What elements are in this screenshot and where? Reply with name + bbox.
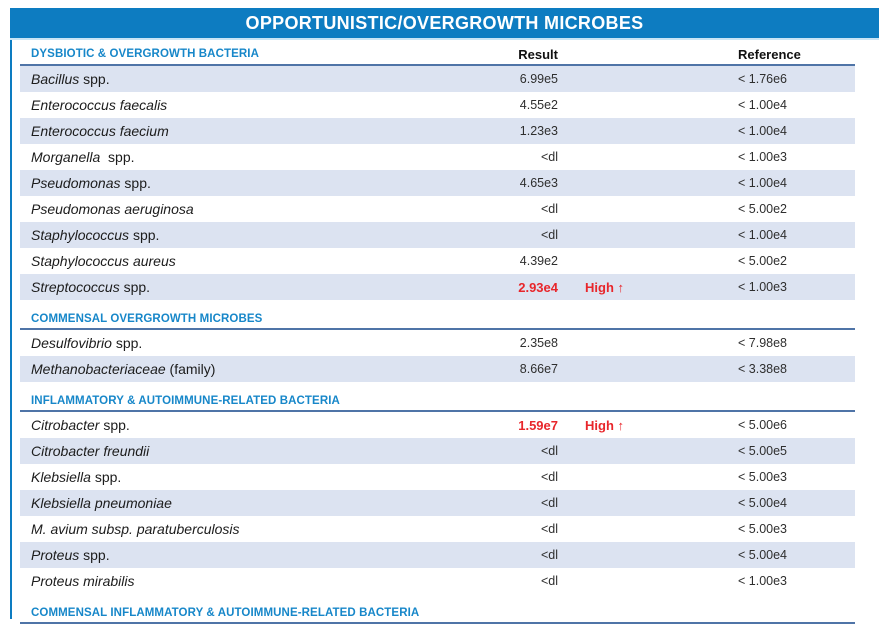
reference-value: < 5.00e6 — [738, 418, 788, 432]
result-value: 2.35e8 — [519, 336, 558, 350]
microbe-name — [20, 547, 440, 563]
microbe-name — [20, 279, 440, 295]
microbe-name-italic: Klebsiella pneumoniae — [31, 495, 172, 511]
microbe-row — [20, 248, 855, 274]
microbe-name-italic: Methanobacteriaceae — [31, 361, 166, 377]
microbe-name-italic: Proteus — [31, 547, 80, 563]
microbe-row — [20, 66, 855, 92]
microbe-name-plain: spp. — [120, 175, 151, 191]
microbe-name-italic: Citrobacter — [31, 417, 100, 433]
reference-value: < 5.00e2 — [738, 254, 788, 268]
microbe-name-italic: Bacillus — [31, 71, 80, 87]
microbe-row — [20, 412, 855, 438]
microbe-name — [20, 227, 440, 243]
result-value: <dl — [540, 470, 558, 484]
section-title: COMMENSAL OVERGROWTH MICROBES — [31, 313, 263, 325]
microbes-table — [20, 44, 855, 624]
microbe-row — [20, 438, 855, 464]
reference-value: < 5.00e3 — [738, 470, 788, 484]
reference-value: < 1.00e3 — [738, 574, 788, 588]
microbe-name — [20, 71, 440, 87]
microbe-name-plain: (family) — [165, 361, 216, 377]
microbe-name-plain: spp. — [119, 279, 151, 295]
microbe-name — [20, 495, 440, 511]
microbe-row — [20, 170, 855, 196]
microbe-name-italic: Staphylococcus aureus — [31, 253, 176, 269]
microbe-name — [20, 335, 440, 351]
result-value: <dl — [540, 574, 558, 588]
reference-value: < 3.38e8 — [738, 362, 788, 376]
result-value: <dl — [540, 444, 558, 458]
microbe-name-italic: M. avium subsp. paratuberculosis — [31, 521, 240, 537]
microbe-name-plain: spp. — [79, 547, 110, 563]
result-value: 4.65e3 — [519, 176, 558, 190]
reference-value: < 5.00e4 — [738, 548, 788, 562]
microbe-name — [20, 123, 440, 139]
reference-value: < 7.98e8 — [738, 336, 788, 350]
microbe-row — [20, 516, 855, 542]
microbe-name — [20, 361, 440, 377]
section-title: INFLAMMATORY & AUTOIMMUNE-RELATED BACTERIA — [31, 395, 340, 407]
section-header — [20, 310, 855, 330]
reference-value: < 1.00e3 — [738, 280, 788, 294]
result-value: 6.99e5 — [519, 72, 558, 86]
result-value: 1.59e7 — [518, 417, 558, 433]
result-value: 4.39e2 — [519, 254, 558, 268]
result-value: <dl — [540, 522, 558, 536]
microbe-name — [20, 469, 440, 485]
reference-value: < 1.76e6 — [738, 72, 788, 86]
result-value: <dl — [540, 150, 558, 164]
microbe-name-italic: Streptococcus — [31, 279, 120, 295]
microbe-name-plain: spp. — [79, 71, 110, 87]
reference-value: < 5.00e4 — [738, 496, 788, 510]
left-accent-border — [10, 8, 12, 619]
microbe-row — [20, 568, 855, 594]
reference-value: < 5.00e5 — [738, 444, 788, 458]
reference-value: < 1.00e4 — [738, 124, 788, 138]
microbe-name — [20, 97, 440, 113]
microbe-name-italic: Pseudomonas — [31, 175, 121, 191]
microbe-name-plain: spp. — [100, 149, 135, 165]
microbe-name — [20, 573, 440, 589]
high-flag: High ↑ — [585, 417, 624, 433]
result-value: 4.55e2 — [519, 98, 558, 112]
microbe-name-italic: Enterococcus faecium — [31, 123, 169, 139]
microbe-name — [20, 175, 440, 191]
result-value: <dl — [540, 228, 558, 242]
microbe-row — [20, 196, 855, 222]
microbe-name — [20, 149, 440, 165]
microbe-name-italic: Morganella — [31, 149, 101, 165]
microbe-row — [20, 464, 855, 490]
page-title: OPPORTUNISTIC/OVERGROWTH MICROBES — [245, 12, 644, 33]
microbe-row — [20, 490, 855, 516]
reference-value: < 5.00e2 — [738, 202, 788, 216]
result-value: 8.66e7 — [519, 362, 558, 376]
microbe-name — [20, 521, 440, 537]
microbe-name-italic: Desulfovibrio — [31, 335, 112, 351]
microbe-name — [20, 443, 440, 459]
result-value: <dl — [540, 548, 558, 562]
result-value: <dl — [540, 496, 558, 510]
microbe-name — [20, 417, 440, 433]
microbe-name — [20, 201, 440, 217]
result-column-header: Result — [518, 46, 558, 62]
microbe-name-italic: Klebsiella — [31, 469, 91, 485]
report-title-bar — [10, 8, 879, 40]
microbe-row — [20, 274, 855, 300]
microbe-name-italic: Staphylococcus — [31, 227, 130, 243]
result-value: <dl — [540, 202, 558, 216]
table-header-row — [20, 44, 855, 66]
microbe-row — [20, 118, 855, 144]
microbe-name-italic: Enterococcus faecalis — [31, 97, 168, 113]
microbe-name-plain: spp. — [111, 335, 143, 351]
section-header — [20, 604, 855, 624]
microbe-name-italic: Pseudomonas aeruginosa — [31, 201, 194, 217]
reference-value: < 5.00e3 — [738, 522, 788, 536]
reference-column-header: Reference — [738, 46, 801, 62]
microbe-name-plain: spp. — [129, 227, 160, 243]
microbe-row — [20, 144, 855, 170]
reference-value: < 1.00e4 — [738, 176, 788, 190]
section-title: DYSBIOTIC & OVERGROWTH BACTERIA — [31, 48, 259, 60]
reference-value: < 1.00e3 — [738, 150, 788, 164]
result-value: 2.93e4 — [518, 279, 558, 295]
microbe-name-italic: Citrobacter freundii — [31, 443, 150, 459]
microbe-name — [20, 253, 440, 269]
microbe-name-plain: spp. — [99, 417, 130, 433]
microbe-row — [20, 356, 855, 382]
reference-value: < 1.00e4 — [738, 98, 788, 112]
high-flag: High ↑ — [585, 279, 624, 295]
microbe-name-plain: spp. — [90, 469, 122, 485]
microbe-row — [20, 222, 855, 248]
microbe-name-italic: Proteus mirabilis — [31, 573, 135, 589]
microbe-row — [20, 92, 855, 118]
reference-value: < 1.00e4 — [738, 228, 788, 242]
microbe-row — [20, 330, 855, 356]
result-value: 1.23e3 — [519, 124, 558, 138]
microbe-row — [20, 542, 855, 568]
section-header — [20, 392, 855, 412]
section-title: COMMENSAL INFLAMMATORY & AUTOIMMUNE-RELATED BACTERIA — [31, 607, 420, 619]
